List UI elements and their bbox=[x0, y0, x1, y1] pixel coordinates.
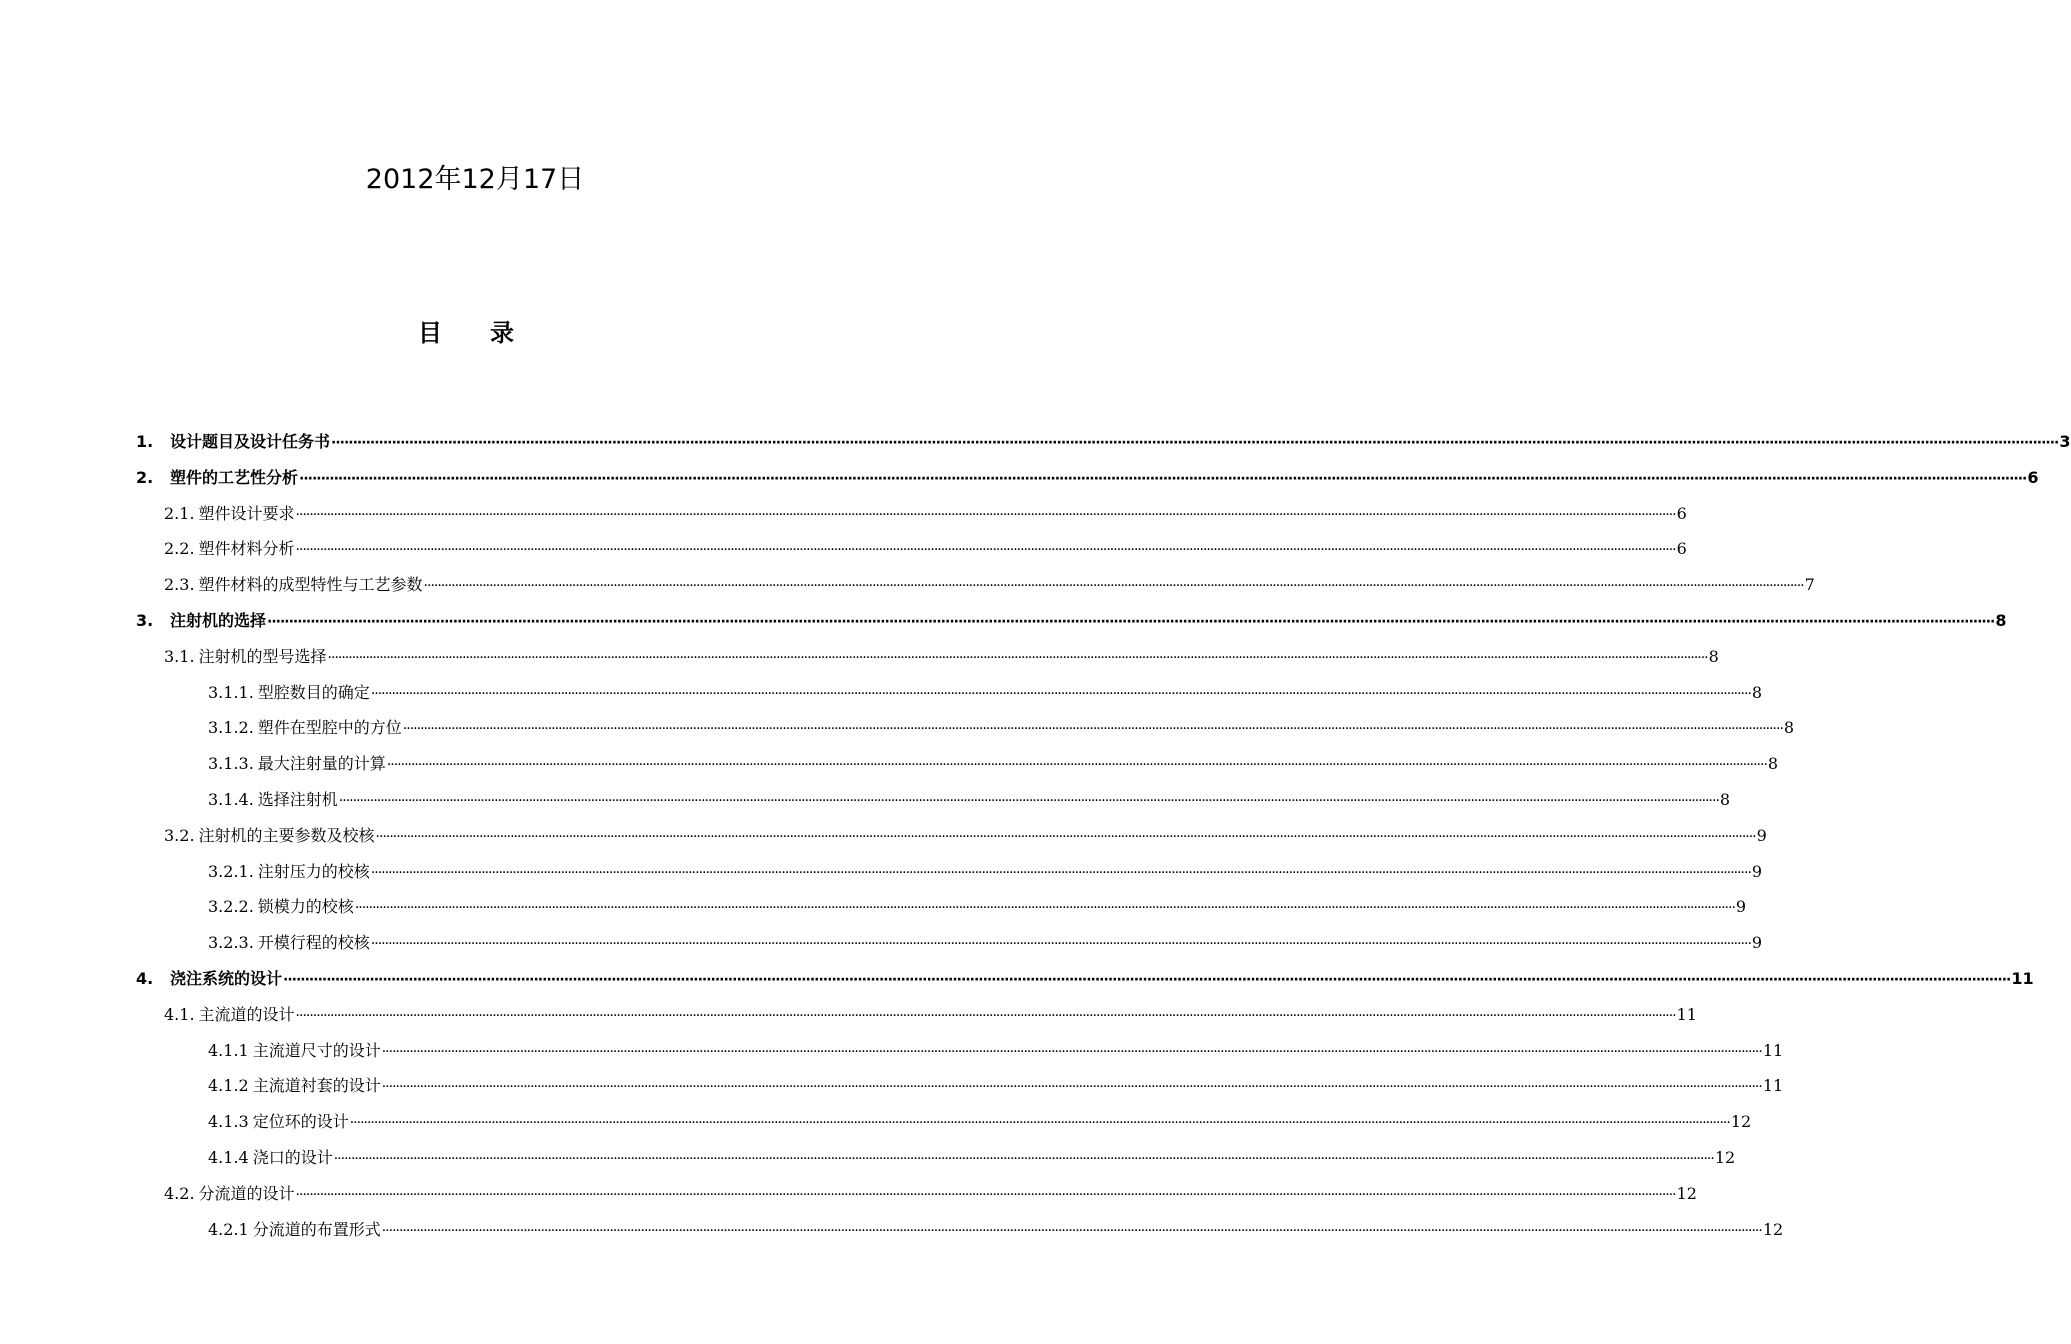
toc-entry[interactable] bbox=[136, 464, 2039, 492]
toc-entry-number: 4.1.2 bbox=[208, 1076, 249, 1096]
toc-entry[interactable] bbox=[208, 1144, 1736, 1172]
toc-entry-page: 9 bbox=[1735, 897, 1747, 917]
toc-entry-page: 7 bbox=[1804, 575, 1815, 595]
toc-entry-page: 9 bbox=[1756, 825, 1767, 845]
toc-entry-page: 12 bbox=[1730, 1112, 1752, 1132]
toc-entry-title: 塑件设计要求 bbox=[198, 503, 295, 523]
toc-dot-leader: ················································································································································································································································································································································································································ bbox=[267, 614, 1995, 630]
toc-entry[interactable] bbox=[208, 893, 1747, 921]
toc-entry-page: 12 bbox=[1714, 1148, 1736, 1167]
toc-entry[interactable] bbox=[164, 822, 1767, 850]
toc-entry[interactable] bbox=[208, 858, 1763, 886]
toc-entry-page: 11 bbox=[1676, 1004, 1697, 1024]
toc-entry-page: 11 bbox=[2011, 969, 2034, 988]
toc-entry[interactable] bbox=[164, 1180, 1697, 1208]
toc-dot-leader: ················································································································································································································································································································································································································ bbox=[381, 1222, 1762, 1239]
toc-entry-number: 3.1.1. bbox=[208, 682, 254, 702]
toc-entry-title: 塑件的工艺性分析 bbox=[170, 467, 299, 487]
toc-entry-title: 注射机的选择 bbox=[170, 611, 267, 630]
toc-entry-title: 分流道的布置形式 bbox=[252, 1219, 381, 1239]
toc-dot-leader: ················································································································································································································································································································································································································ bbox=[381, 1043, 1762, 1060]
toc-entry-page: 12 bbox=[1676, 1183, 1697, 1203]
toc-entry-page: 6 bbox=[1676, 503, 1687, 523]
toc-entry-title: 浇注系统的设计 bbox=[170, 969, 283, 988]
toc-entry-number: 4. bbox=[136, 969, 154, 988]
document-date: 2012年12月17日 bbox=[365, 164, 585, 195]
toc-entry-page: 8 bbox=[1751, 682, 1763, 702]
toc-entry-page: 6 bbox=[2027, 467, 2039, 487]
toc-dot-leader: ················································································································································································································································································································································································································ bbox=[354, 900, 1735, 917]
toc-entry-number: 2.2. bbox=[164, 539, 195, 559]
toc-entry-page: 8 bbox=[1708, 646, 1719, 666]
toc-entry-title: 注射机的型号选择 bbox=[198, 646, 327, 666]
toc-entry-number: 3.2.2. bbox=[208, 897, 254, 917]
toc-entry[interactable] bbox=[208, 1037, 1784, 1065]
toc-entry-page: 6 bbox=[1676, 539, 1687, 559]
toc-dot-leader: ················································································································································································································································································································································································································ bbox=[370, 936, 1751, 953]
toc-entry-title: 定位环的设计 bbox=[252, 1112, 349, 1132]
toc-dot-leader: ················································································································································································································································································································································································································ bbox=[331, 435, 2059, 451]
toc-entry-number: 3. bbox=[136, 611, 154, 630]
toc-entry[interactable] bbox=[136, 428, 2071, 456]
toc-dot-leader: ················································································································································································································································································································································································································ bbox=[402, 721, 1783, 738]
toc-dot-leader: ················································································································································································································································································································································································································ bbox=[381, 1079, 1762, 1096]
toc-entry-number: 4.1.1 bbox=[208, 1040, 249, 1060]
toc-dot-leader: ················································································································································································································································································································································································································ bbox=[327, 649, 1708, 666]
toc-entry-number: 4.1. bbox=[164, 1004, 195, 1024]
toc-entry-number: 3.1.3. bbox=[208, 754, 254, 774]
toc-entry[interactable] bbox=[208, 1108, 1752, 1136]
toc-entry-page: 9 bbox=[1751, 861, 1763, 881]
toc-entry-title: 塑件材料的成型特性与工艺参数 bbox=[198, 575, 423, 595]
toc-entry[interactable] bbox=[208, 714, 1795, 742]
toc-entry[interactable] bbox=[136, 607, 2007, 635]
toc-entry-page: 8 bbox=[1783, 718, 1795, 738]
toc-entry-title: 注射压力的校核 bbox=[257, 861, 370, 881]
toc-entry-title: 最大注射量的计算 bbox=[257, 754, 386, 774]
toc-dot-leader: ················································································································································································································································································································································································································ bbox=[375, 828, 1756, 845]
toc-entry-number: 4.2.1 bbox=[208, 1219, 249, 1239]
toc-dot-leader: ················································································································································································································································································································································································································ bbox=[386, 757, 1767, 774]
toc-entry-page: 3 bbox=[2059, 432, 2071, 451]
toc-dot-leader: ················································································································································································································································································································································································································ bbox=[283, 972, 2011, 988]
toc-dot-leader: ················································································································································································································································································································································································································ bbox=[338, 793, 1719, 809]
toc-entry-number: 3.1. bbox=[164, 646, 195, 666]
toc-entry-title: 分流道的设计 bbox=[198, 1183, 295, 1203]
toc-entry-number: 2.1. bbox=[164, 503, 195, 523]
toc-dot-leader: ················································································································································································································································································································································································································ bbox=[349, 1115, 1730, 1132]
toc-entry-title: 开模行程的校核 bbox=[257, 933, 370, 953]
toc-dot-leader: ················································································································································································································································································································································································································ bbox=[370, 685, 1751, 702]
toc-entry-number: 4.1.4 bbox=[208, 1148, 249, 1167]
toc-entry-number: 3.2.3. bbox=[208, 933, 254, 953]
toc-dot-leader: ················································································································································································································································································································································································································ bbox=[370, 864, 1751, 881]
toc-entry-title: 主流道尺寸的设计 bbox=[252, 1040, 381, 1060]
toc-entry-title: 塑件材料分析 bbox=[198, 539, 295, 559]
toc-entry[interactable] bbox=[208, 679, 1763, 707]
toc-entry-number: 4.2. bbox=[164, 1183, 195, 1203]
toc-entry-number: 2. bbox=[136, 467, 154, 487]
toc-entry-page: 8 bbox=[1767, 754, 1779, 774]
toc-dot-leader: ················································································································································································································································································································································································································ bbox=[295, 506, 1676, 523]
toc-entry[interactable] bbox=[164, 643, 1719, 671]
toc-entry-title: 浇口的设计 bbox=[252, 1148, 333, 1167]
toc-entry-page: 8 bbox=[1995, 611, 2007, 630]
toc-entry[interactable] bbox=[164, 535, 1687, 563]
toc-entry[interactable] bbox=[208, 1216, 1784, 1244]
toc-entry-title: 锁模力的校核 bbox=[257, 897, 354, 917]
toc-entry-page: 9 bbox=[1751, 933, 1763, 953]
toc-entry-number: 2.3. bbox=[164, 575, 195, 595]
toc-entry-title: 主流道的设计 bbox=[198, 1004, 295, 1024]
toc-entry-page: 8 bbox=[1719, 790, 1731, 809]
toc-title: 目录 bbox=[418, 319, 562, 347]
toc-entry[interactable] bbox=[208, 750, 1779, 778]
toc-entry[interactable] bbox=[208, 929, 1763, 957]
toc-entry-title: 主流道衬套的设计 bbox=[252, 1076, 381, 1096]
toc-dot-leader: ················································································································································································································································································································································································································ bbox=[333, 1151, 1714, 1167]
toc-entry-page: 12 bbox=[1762, 1219, 1784, 1239]
toc-entry-number: 3.1.2. bbox=[208, 718, 254, 738]
toc-dot-leader: ················································································································································································································································································································································································································ bbox=[295, 542, 1676, 559]
toc-entry-number: 1. bbox=[136, 432, 154, 451]
toc-entry[interactable] bbox=[136, 965, 2034, 993]
toc-entry-title: 选择注射机 bbox=[257, 790, 338, 809]
toc-entry-page: 11 bbox=[1762, 1040, 1784, 1060]
toc-dot-leader: ················································································································································································································································································································································································································ bbox=[295, 1186, 1676, 1203]
toc-entry-title: 注射机的主要参数及校核 bbox=[198, 825, 375, 845]
toc-entry[interactable] bbox=[164, 571, 1815, 599]
toc-entry-number: 4.1.3 bbox=[208, 1112, 249, 1132]
toc-entry-title: 型腔数目的确定 bbox=[257, 682, 370, 702]
toc-entry-title: 塑件在型腔中的方位 bbox=[257, 718, 402, 738]
toc-entry[interactable] bbox=[164, 1001, 1697, 1029]
toc-dot-leader: ················································································································································································································································································································································································································ bbox=[423, 578, 1804, 595]
toc-entry-number: 3.2. bbox=[164, 825, 195, 845]
toc-entry-title: 设计题目及设计任务书 bbox=[170, 432, 331, 451]
toc-entry[interactable] bbox=[164, 500, 1687, 528]
toc-entry-page: 11 bbox=[1762, 1076, 1784, 1096]
toc-entry-number: 3.1.4. bbox=[208, 790, 254, 809]
toc-entry[interactable] bbox=[208, 786, 1731, 814]
toc-dot-leader: ················································································································································································································································································································································································································ bbox=[299, 470, 2027, 487]
toc-entry-number: 3.2.1. bbox=[208, 861, 254, 881]
toc-entry[interactable] bbox=[208, 1072, 1784, 1100]
toc-dot-leader: ················································································································································································································································································································································································································ bbox=[295, 1007, 1676, 1024]
